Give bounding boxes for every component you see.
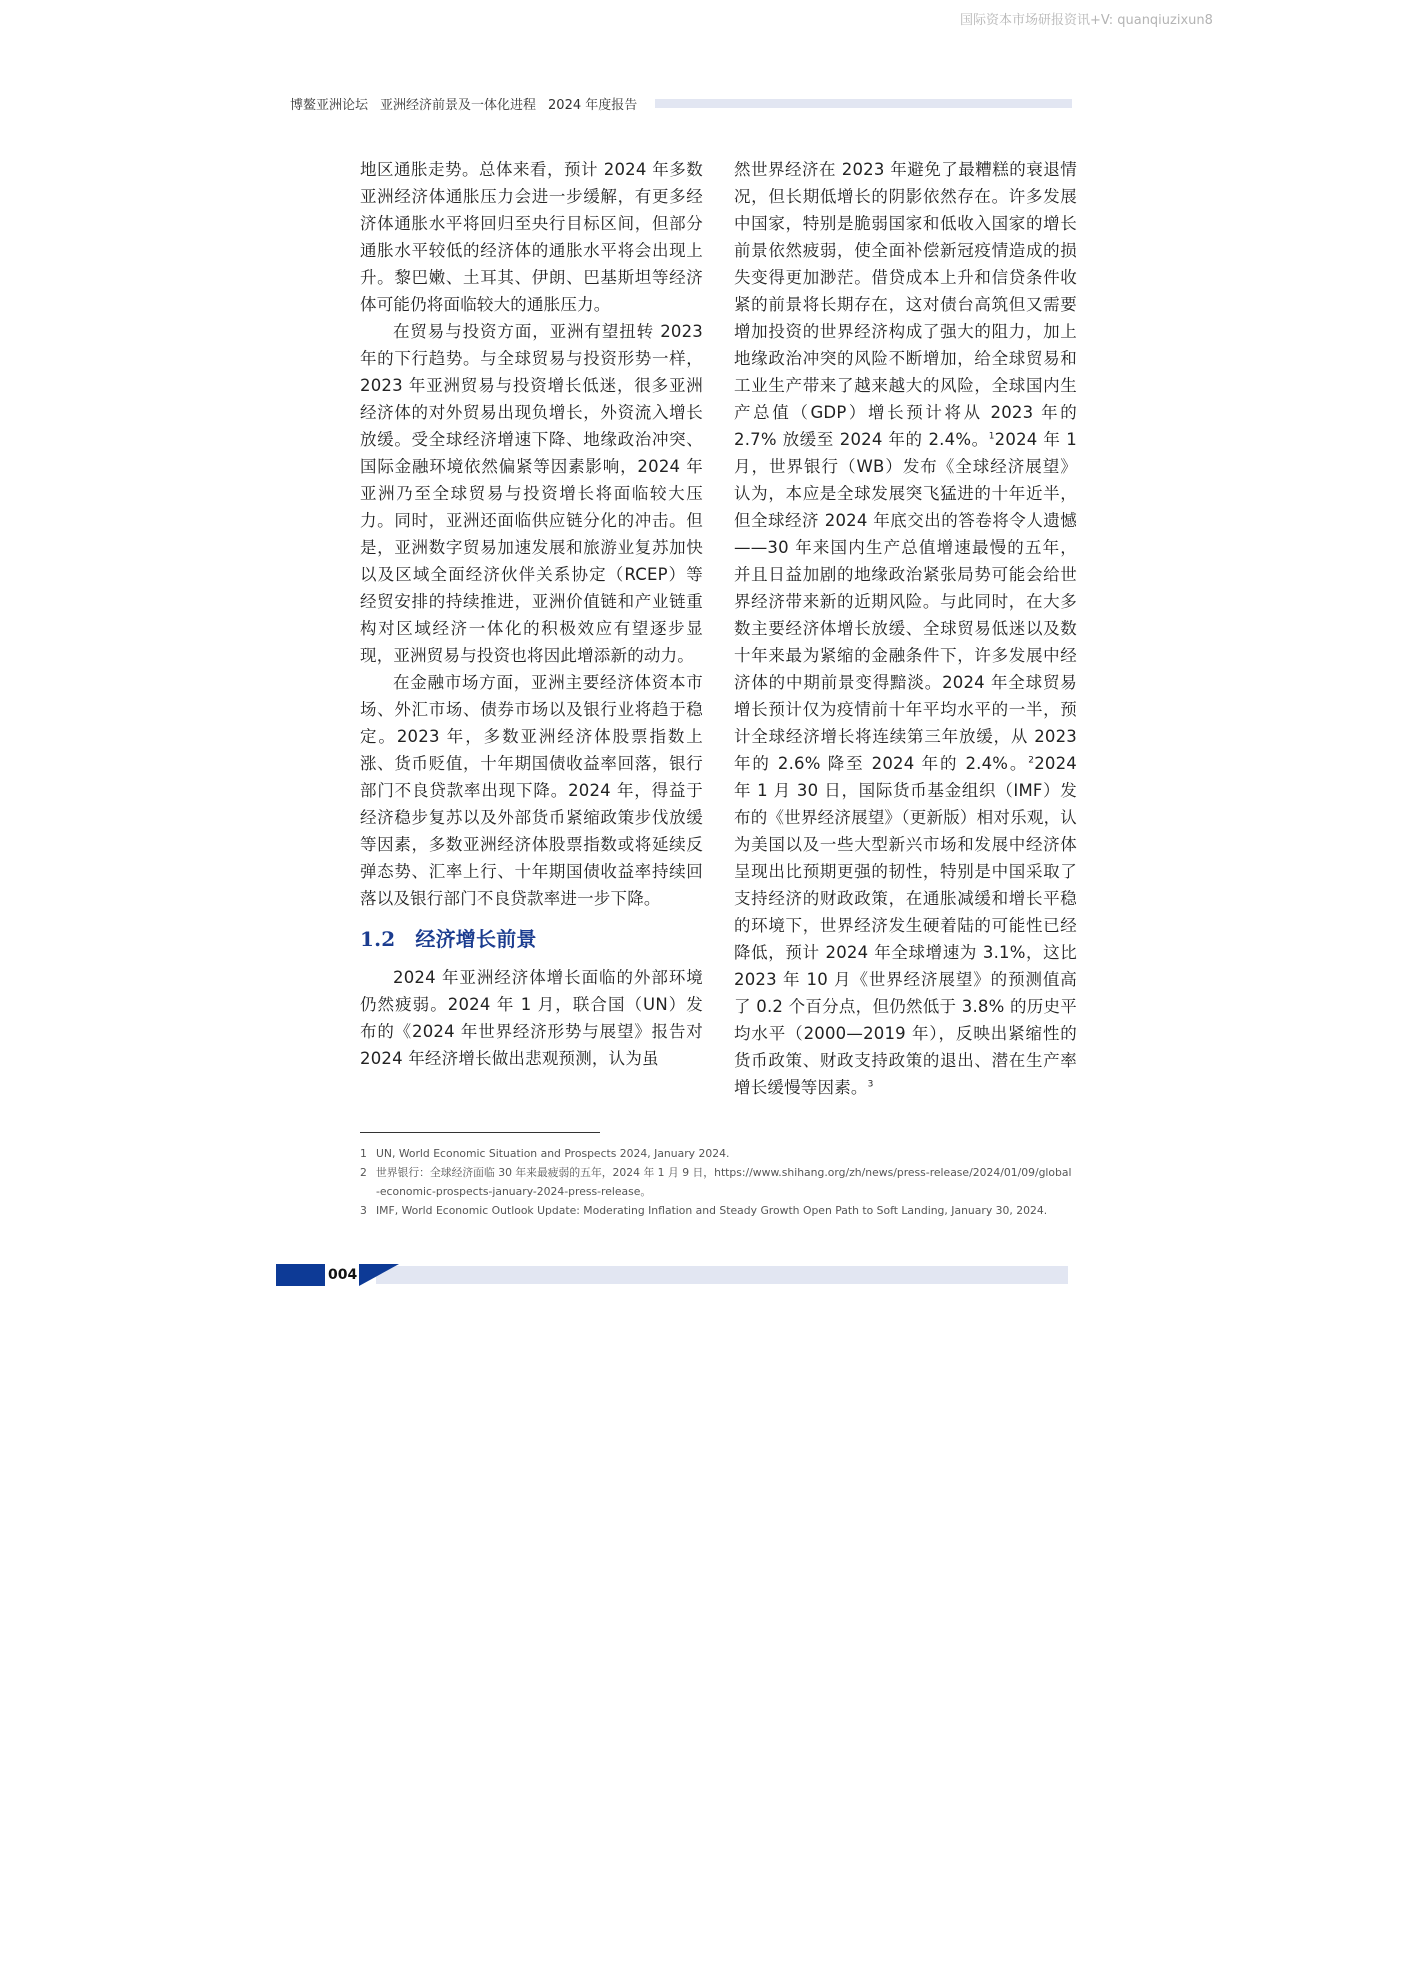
- section-title: 经济增长前景: [415, 927, 537, 951]
- left-paragraph-2: 在贸易与投资方面，亚洲有望扭转 2023 年的下行趋势。与全球贸易与投资形势一样，2023 年亚洲贸易与投资增长低迷，很多亚洲经济体的对外贸易出现负增长，外资流入增长放缓。受全球经济增速下降、地缘政治冲突、国际金融环境依然偏紧等因素影响，2024 年亚洲乃至全球贸易与投资增长将面临较大压力。同时，亚洲还面临供应链分化的冲击。但是，亚洲数字贸易加速发展和旅游业复苏加快以及区域全面经济伙伴关系协定（RCEP）等经贸安排的持续推进，亚洲价值链和产业链重构对区域经济一体化的积极效应有望逐步显现，亚洲贸易与投资也将因此增添新的动力。: [360, 322, 703, 665]
- page-footer: [276, 1264, 1068, 1286]
- right-text-segment-1: 然世界经济在 2023 年避免了最糟糕的衰退情况，但长期低增长的阴影依然存在。许多发展中国家，特别是脆弱国家和低收入国家的增长前景依然疲弱，使全面补偿新冠疫情造成的损失变得更加渺茫。借贷成本上升和信贷条件收紧的前景将长期存在，这对债台高筑但又需要增加投资的世界经济构成了强大的阻力，加上地缘政治冲突的风险不断增加，给全球贸易和工业生产带来了越来越大的风险，全球国内生产总值（GDP）增长预计将从 2023 年的 2.7% 放缓至 2024 年的 2.4%。: [734, 160, 1077, 449]
- running-header: [290, 92, 1072, 114]
- section-number: 1.2: [360, 927, 396, 951]
- page-number: 004: [328, 1267, 358, 1283]
- footnote-text: 世界银行：全球经济面临 30 年来最疲弱的五年，2024 年 1 月 9 日，https://www.shihang.org/zh/news/press-release/2024/01/09/global-economic-prospects-january-2024-press-release。: [376, 1166, 1072, 1198]
- left-paragraph-1: 地区通胀走势。总体来看，预计 2024 年多数亚洲经济体通胀压力会进一步缓解，有更多经济体通胀水平将回归至央行目标区间，但部分通胀水平较低的经济体的通胀水平将会出现上升。黎巴嫩、土耳其、伊朗、巴基斯坦等经济体可能仍将面临较大的通胀压力。: [360, 160, 703, 314]
- footnote-number: 2: [360, 1166, 367, 1179]
- section-heading: [360, 924, 703, 954]
- footer-blue-block: [276, 1264, 325, 1286]
- footnotes: [360, 1144, 1072, 1220]
- header-decorative-bar: [655, 99, 1072, 108]
- footnote-number: 1: [360, 1147, 367, 1160]
- header-title: 亚洲经济前景及一体化进程: [380, 97, 537, 113]
- right-column: [734, 156, 1077, 1101]
- footnote-number: 3: [360, 1204, 367, 1217]
- footer-blue-wedge: [359, 1264, 399, 1286]
- footnote-ref-2: 2: [1028, 755, 1035, 766]
- header-org: 博鳌亚洲论坛: [290, 97, 369, 113]
- footnote-ref-3: 3: [867, 1079, 874, 1090]
- footnote-divider: [360, 1132, 600, 1133]
- watermark-text: 国际资本市场研报资讯+V: quanqiuzixun8: [960, 13, 1213, 28]
- footnote-2: [360, 1163, 1072, 1201]
- left-paragraph-4: 2024 年亚洲经济体增长面临的外部环境仍然疲弱。2024 年 1 月，联合国（UN）发布的《2024 年世界经济形势与展望》报告对 2024 年经济增长做出悲观预测，认为虽: [360, 968, 703, 1068]
- header-year-report: 2024 年度报告: [548, 97, 638, 113]
- footnote-ref-1: 1: [988, 431, 995, 442]
- footer-decorative-bar: [376, 1266, 1068, 1284]
- left-paragraph-3: 在金融市场方面，亚洲主要经济体资本市场、外汇市场、债券市场以及银行业将趋于稳定。2023 年，多数亚洲经济体股票指数上涨、货币贬值，十年期国债收益率回落，银行部门不良贷款率出现下降。2024 年，得益于经济稳步复苏以及外部货币紧缩政策步伐放缓等因素，多数亚洲经济体股票指数或将延续反弹态势、汇率上行、十年期国债收益率持续回落以及银行部门不良贷款率进一步下降。: [360, 673, 703, 908]
- right-paragraph: [734, 156, 1077, 1101]
- left-column: [360, 156, 703, 1072]
- right-text-segment-3: 2024 年 1 月 30 日，国际货币基金组织（IMF）发布的《世界经济展望》（更新版）相对乐观，认为美国以及一些大型新兴市场和发展中经济体呈现出比预期更强的韧性，特别是中国采取了支持经济的财政政策，在通胀减缓和增长平稳的环境下，世界经济发生硬着陆的可能性已经降低，预计 2024 年全球增速为 3.1%，这比 2023 年 10 月《世界经济展望》的预测值高了 0.2 个百分点，但仍然低于 3.8% 的历史平均水平（2000—2019 年），反映出紧缩性的货币政策、财政支持政策的退出、潜在生产率增长缓慢等因素。: [734, 754, 1077, 1097]
- footnote-1: [360, 1144, 1072, 1163]
- footnote-text: UN, World Economic Situation and Prospects 2024, January 2024.: [376, 1147, 730, 1160]
- footnote-text: IMF, World Economic Outlook Update: Moderating Inflation and Steady Growth Open Path to Soft Landing, January 30, 2024.: [376, 1204, 1048, 1217]
- footnote-3: [360, 1201, 1072, 1220]
- right-text-segment-2: 2024 年 1 月，世界银行（WB）发布《全球经济展望》认为，本应是全球发展突飞猛进的十年近半，但全球经济 2024 年底交出的答卷将令人遗憾——30 年来国内生产总值增速最慢的五年，并且日益加剧的地缘政治紧张局势可能会给世界经济带来新的近期风险。与此同时，在大多数主要经济体增长放缓、全球贸易低迷以及数十年来最为紧缩的金融条件下，许多发展中经济体的中期前景变得黯淡。2024 年全球贸易增长预计仅为疫情前十年平均水平的一半，预计全球经济增长将连续第三年放缓，从 2023 年的 2.6% 降至 2024 年的 2.4%。: [734, 430, 1077, 773]
